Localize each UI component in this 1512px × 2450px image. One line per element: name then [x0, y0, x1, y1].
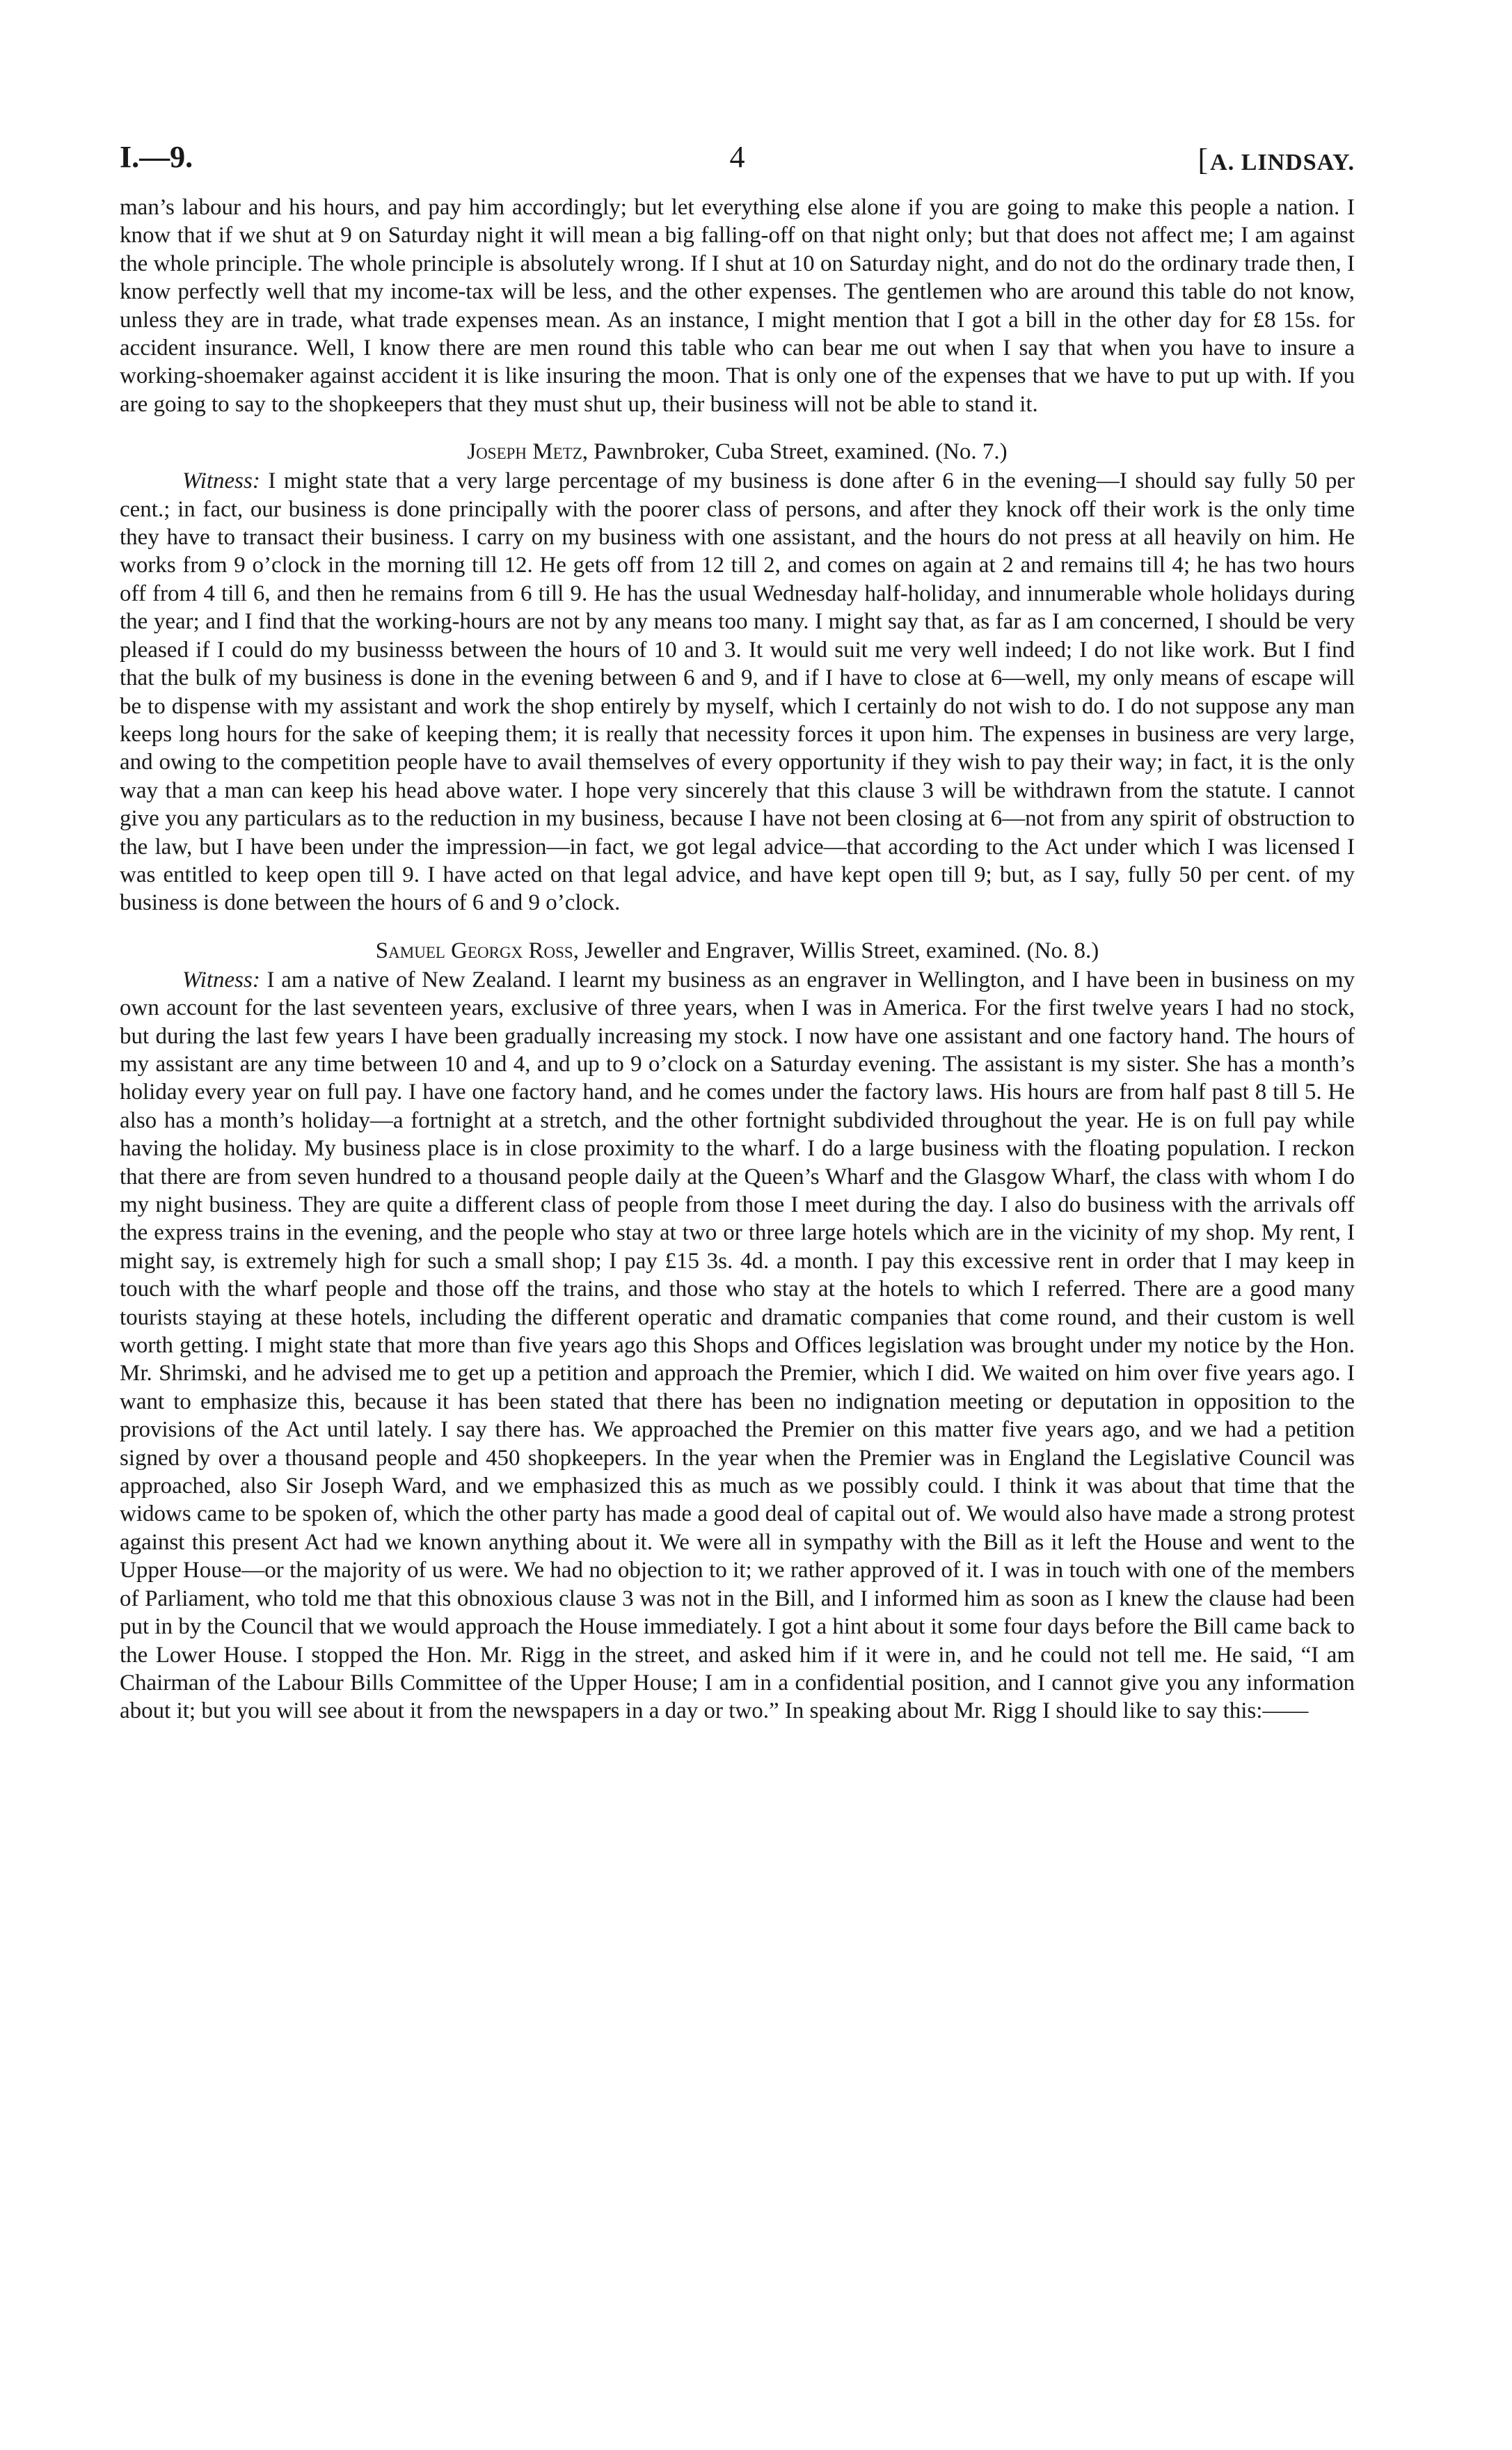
page-header	[120, 139, 1355, 188]
document-body	[120, 193, 1355, 1725]
witness-heading-ross	[120, 937, 1355, 965]
witness-name-metz: Joseph Metz	[467, 439, 582, 465]
witness-running-head	[1197, 142, 1355, 177]
witness-name-ross: Samuel Georgx Ross	[375, 938, 573, 963]
page-number: 4	[729, 140, 745, 174]
testimony-text-metz: I might state that a very large percentage of my business is done after 6 in the evening—I should say fully 50 per cent.; in fact, our business is done principally with the poorer class of persons, and after they knock off their work is the only time they have to transact their business. I carry on my business with one assistant, and the hours do not press at all heavily on him. He works from 9 o’clock in the morning till 12. He gets off from 12 till 2, and comes on again at 2 and remains till 4; he has two hours off from 4 till 6, and then he remains from 6 till 9. He has the usual Wednesday half-holiday, and innumerable whole holidays during the year; and I find that the working-hours are not by any means too many. I might say that, as far as I am concerned, I should be very pleased if I could do my businesss between the hours of 10 and 3. It would suit me very well indeed; I do not like work. But I find that the bulk of my business is done in the evening between 6 and 9, and if I have to close at 6—well, my only means of escape will be to dispense with my assistant and work the shop entirely by myself, which I certainly do not wish to do. I do not suppose any man keeps long hours for the sake of keeping them; it is really that necessity forces it upon him. The expenses in business are very large, and owing to the competition people have to avail themselves of every opportunity if they wish to pay their way; in fact, it is the only way that a man can keep his head above water. I hope very sincerely that this clause 3 will be withdrawn from the statute. I cannot give you any particulars as to the reduction in my business, because I have not been closing at 6—not from any spirit of obstruction to the law, but I have been under the impression—in fact, we got legal advice—that according to the Act under which I was licensed I was entitled to keep open till 9. I have acted on that legal advice, and have kept open till 9; but, as I say, fully 50 per cent. of my business is done between the hours of 6 and 9 o’clock.	[120, 468, 1355, 916]
witness-label-metz: Witness:	[182, 468, 260, 494]
testimony-paragraph-ross	[120, 966, 1355, 1725]
paper-reference: I.—9.	[120, 140, 193, 174]
running-head-bracket: [	[1197, 143, 1209, 177]
running-head-name: A. LINDSAY.	[1210, 150, 1355, 175]
testimony-paragraph-metz	[120, 467, 1355, 917]
testimony-text-ross: I am a native of New Zealand. I learnt my business as an engraver in Wellington, and I have been in business on my own account for the last seventeen years, exclusive of three years, when I was in America. For the first twelve years I had no stock, but during the last few years I have been gradually increasing my stock. I now have one assistant and one factory hand. The hours of my assistant are any time between 10 and 4, and up to 9 o’clock on a Saturday evening. The assistant is my sister. She has a month’s holiday every year on full pay. I have one factory hand, and he comes under the factory laws. His hours are from half past 8 till 5. He also has a month’s holiday—a fortnight at a stretch, and the other fortnight subdivided throughout the year. He is on full pay while having the holiday. My business place is in close proximity to the wharf. I do a large business with the floating population. I reckon that there are from seven hundred to a thousand people daily at the Queen’s Wharf and the Glasgow Wharf, the class with whom I do my night business. They are quite a different class of people from those I meet during the day. I also do business with the arrivals off the express trains in the evening, and the people who stay at two or three large hotels which are in the vicinity of my shop. My rent, I might say, is extremely high for such a small shop; I pay £15 3s. 4d. a month. I pay this excessive rent in order that I may keep in touch with the wharf people and those off the trains, and those who stay at the hotels to which I referred. There are a good many tourists staying at these hotels, including the different operatic and dramatic companies that come round, and their custom is well worth getting. I might state that more than five years ago this Shops and Offices legislation was brought under my notice by the Hon. Mr. Shrimski, and he advised me to get up a petition and approach the Premier, which I did. We waited on him over five years ago. I want to emphasize this, because it has been stated that there has been no indignation meeting or deputation in opposition to the provisions of the Act until lately. I say there has. We approached the Premier on this matter five years ago, and we had a petition signed by over a thousand people and 450 shopkeepers. In the year when the Premier was in England the Legislative Council was approached, also Sir Joseph Ward, and we emphasized this as much as we possibly could. I think it was about that time that the widows came to be spoken of, which the other party has made a good deal of capital out of. We would also have made a strong protest against this present Act had we known anything about it. We were all in sympathy with the Bill as it left the House and went to the Upper House—or the majority of us were. We had no objection to it; we rather approved of it. I was in touch with one of the members of Parliament, who told me that this obnoxious clause 3 was not in the Bill, and I informed him as soon as I knew the clause had been put in by the Council that we would approach the House immediately. I got a hint about it some four days before the Bill came back to the Lower House. I stopped the Hon. Mr. Rigg in the street, and asked him if it were in, and he could not tell me. He said, “I am Chairman of the Labour Bills Committee of the Upper House; I am in a confidential position, and I cannot give you any information about it; but you will see about it from the newspapers in a day or two.” In speaking about Mr. Rigg I should like to say this:——	[120, 967, 1355, 1724]
continuation-paragraph: man’s labour and his hours, and pay him accordingly; but let everything else alone if you are going to make this people a nation. I know that if we shut at 9 on Saturday night it will mean a big falling-off on that night only; but that does not affect me; I am against the whole principle. The whole principle is absolutely wrong. If I shut at 10 on Saturday night, and do not do the ordinary trade then, I know perfectly well that my income-tax will be less, and the other expenses. The gentlemen who are around this table do not know, unless they are in trade, what trade expenses mean. As an instance, I might mention that I got a bill in the other day for £8 15s. for accident insurance. Well, I know there are men round this table who can bear me out when I say that when you have to insure a working-shoemaker against accident it is like insuring the moon. That is only one of the expenses that we have to put up with. If you are going to say to the shopkeepers that they must shut up, their business will not be able to stand it.	[120, 195, 1355, 417]
witness-details-ross: , Jeweller and Engraver, Willis Street, examined. (No. 8.)	[573, 938, 1099, 963]
witness-details-metz: , Pawnbroker, Cuba Street, examined. (No. 7.)	[582, 439, 1008, 465]
document-page	[120, 139, 1355, 1725]
witness-label-ross: Witness:	[182, 967, 260, 993]
witness-heading-metz	[120, 438, 1355, 466]
